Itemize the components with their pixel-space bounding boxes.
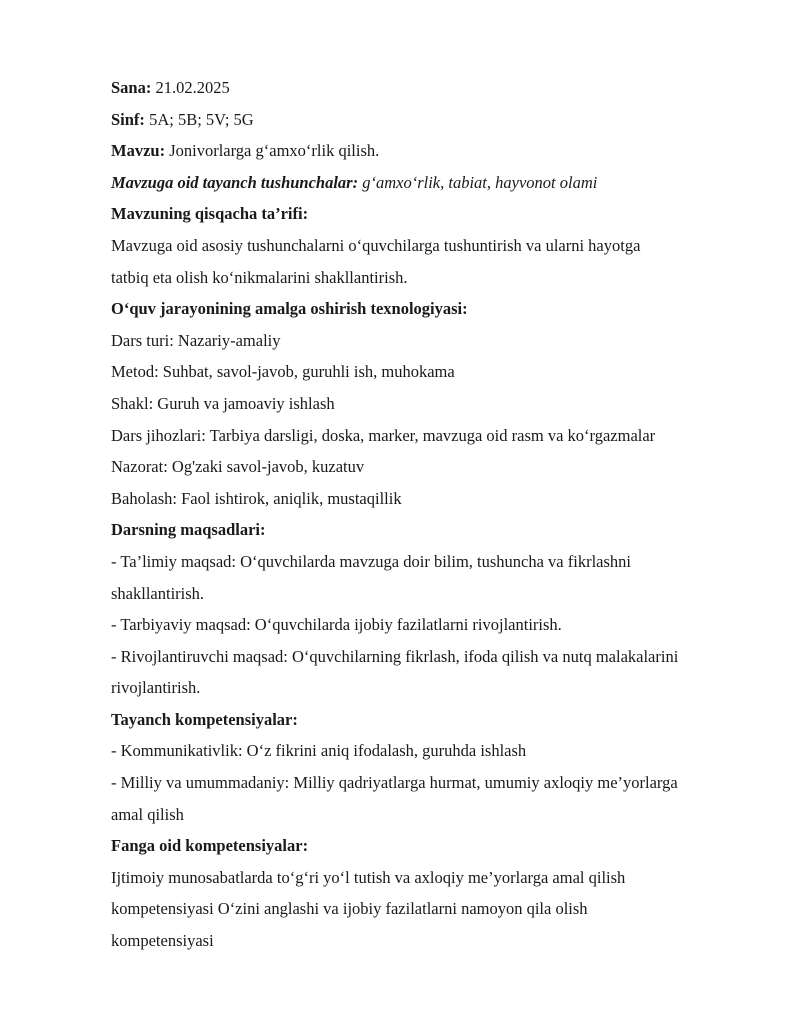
date-value: 21.02.2025 bbox=[155, 78, 230, 97]
core-competencies-line: - Kommunikativlik: O‘z fikrini aniq ifodalash, guruhda ishlash bbox=[111, 741, 527, 761]
topic-line bbox=[111, 135, 761, 167]
date-line bbox=[111, 72, 761, 104]
goals-line: - Ta’limiy maqsad: O‘quvchilarda mavzuga doir bilim, tushuncha va fikrlashni bbox=[111, 551, 631, 571]
core-competencies-heading: Tayanch kompetensiyalar: bbox=[111, 709, 298, 729]
goals-heading: Darsning maqsadlari: bbox=[111, 520, 266, 540]
subject-competencies-heading: Fanga oid kompetensiyalar: bbox=[111, 836, 309, 856]
topic-value: Jonivorlarga g‘amxo‘rlik qilish. bbox=[169, 141, 380, 161]
key-concepts-label: Mavzuga oid tayanch tushunchalar: bbox=[111, 172, 359, 192]
date-label: Sana: bbox=[111, 78, 152, 97]
subject-competencies-line: kompetensiyasi bbox=[111, 931, 214, 951]
lesson-plan-document bbox=[111, 72, 761, 957]
goals-line: - Rivojlantiruvchi maqsad: O‘quvchilarning fikrlash, ifoda qilish va nutq malakalarini bbox=[111, 646, 679, 666]
core-competencies-line: amal qilish bbox=[111, 804, 184, 824]
technology-heading: O‘quv jarayonining amalga oshirish texnologiyasi: bbox=[111, 299, 468, 319]
summary-line: tatbiq eta olish ko‘nikmalarini shakllantirish. bbox=[111, 267, 408, 287]
core-competencies-line: - Milliy va umummadaniy: Milliy qadriyatlarga hurmat, umumiy axloqiy me’yorlarga bbox=[111, 773, 678, 793]
technology-item: Metod: Suhbat, savol-javob, guruhli ish, muhokama bbox=[111, 362, 455, 382]
technology-item: Shakl: Guruh va jamoaviy ishlash bbox=[111, 393, 335, 413]
technology-item: Baholash: Faol ishtirok, aniqlik, mustaqillik bbox=[111, 488, 402, 508]
goals-line: - Tarbiyaviy maqsad: O‘quvchilarda ijobiy fazilatlarni rivojlantirish. bbox=[111, 615, 562, 635]
technology-item: Dars jihozlari: Tarbiya darsligi, doska, marker, mavzuga oid rasm va ko‘rgazmalar bbox=[111, 425, 656, 445]
key-concepts-value: g‘amxo‘rlik, tabiat, hayvonot olami bbox=[362, 172, 598, 192]
goals-line: rivojlantirish. bbox=[111, 678, 201, 698]
key-concepts-line bbox=[111, 167, 761, 199]
class-label: Sinf: bbox=[111, 109, 145, 129]
topic-label: Mavzu: bbox=[111, 141, 166, 161]
subject-competencies-line: kompetensiyasi O‘zini anglashi va ijobiy fazilatlarni namoyon qila olish bbox=[111, 899, 588, 919]
goals-line: shakllantirish. bbox=[111, 583, 205, 603]
class-line bbox=[111, 104, 761, 136]
class-value: 5A; 5B; 5V; 5G bbox=[149, 109, 254, 129]
summary-line: Mavzuga oid asosiy tushunchalarni o‘quvchilarga tushuntirish va ularni hayotga bbox=[111, 235, 641, 255]
summary-heading: Mavzuning qisqacha ta’rifi: bbox=[111, 204, 309, 224]
subject-competencies-line: Ijtimoiy munosabatlarda to‘g‘ri yo‘l tutish va axloqiy me’yorlarga amal qilish bbox=[111, 867, 626, 887]
technology-item: Nazorat: Og'zaki savol-javob, kuzatuv bbox=[111, 457, 365, 477]
technology-item: Dars turi: Nazariy-amaliy bbox=[111, 330, 281, 350]
